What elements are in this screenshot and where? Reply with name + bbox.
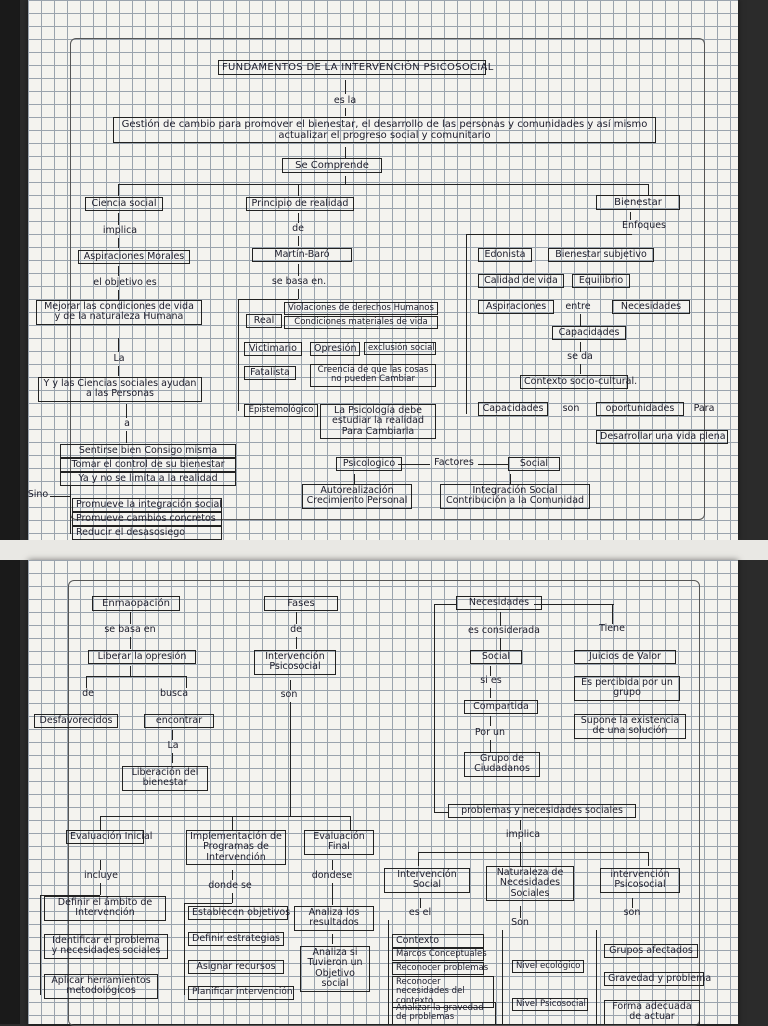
definir-ambito: Definir el ámbito de Intervención [44, 896, 166, 921]
label-entre: entre [565, 301, 591, 312]
scan-edge [0, 0, 20, 1024]
item-desasosiego: Reducir el desasosiego [72, 526, 222, 540]
label-son-2: son [280, 689, 298, 700]
implementacion-programas: Implementación de Programas de Intervención [186, 830, 286, 865]
principio-realidad: Principio de realidad [246, 197, 354, 211]
label-la-2: La [167, 740, 179, 751]
intervencion-psicosocial-2: intervención Psicosocial [600, 868, 680, 893]
definir-estrategias: Definir estrategias [188, 932, 284, 946]
oportunidades: oportunidades [596, 402, 684, 416]
list-marcos: Marcos Conceptuales [392, 948, 484, 961]
label-busca: busca [159, 688, 189, 699]
se-comprende: Se Comprende [282, 158, 382, 173]
label-para: Para [693, 403, 715, 414]
planificar-intervencion: Planificar intervención [188, 986, 294, 1000]
supone-solucion: Supone la existencia de una solución [574, 714, 686, 739]
necesidades: Necesidades [612, 300, 690, 314]
forma-adecuada: Forma adecuada de actuar [604, 1000, 700, 1025]
aspiraciones-morales: Aspiraciones Morales [78, 250, 190, 264]
list-contexto: Contexto [392, 934, 484, 948]
desfavorecidos: Desfavorecidos [34, 714, 118, 728]
label-donde-se: donde se [208, 880, 252, 891]
list-reconocer-problemas: Reconocer problemas [392, 962, 484, 975]
necesidades-2: Necesidades [456, 596, 542, 610]
label-son: son [562, 403, 580, 414]
martin-baro: Martín-Baró [252, 248, 352, 262]
label-a: a [124, 418, 130, 429]
item-cambios: Promueve cambios concretos [72, 512, 222, 526]
label-enfoques: Enfoques [621, 220, 667, 231]
asignar-recursos: Asignar recursos [188, 960, 284, 974]
nivel-psicosocial: Nivel Psicosocial [512, 998, 588, 1011]
capacidades-2: Capacidades [478, 402, 548, 416]
liberar-opresion: Liberar la opresión [88, 650, 196, 664]
label-factores: Factores [434, 457, 474, 468]
autorealizacion: Autorealización Crecimiento Personal [302, 484, 412, 509]
mejorar-condiciones: Mejorar las condiciones de vida y de la naturaleza Humana [36, 300, 202, 325]
problemas-necesidades: problemas y necesidades sociales [448, 804, 636, 818]
label-tiene: Tiene [599, 623, 625, 634]
intervencion-psicosocial: Intervención Psicosocial [254, 650, 336, 675]
label-se-basa-en: se basa en [104, 624, 156, 635]
evaluacion-inicial: Evaluación Inicial [66, 830, 144, 844]
label-es-el: es el [408, 907, 432, 918]
aplicar-herramientos: Aplicar herramientos metodológicos [44, 974, 158, 999]
item-sentirse: Sentirse bien Consigo misma [60, 444, 236, 458]
epistemologico: Epistemológico [244, 404, 318, 417]
ciencia-social: Ciencia social [85, 197, 163, 211]
label-implica-2: implica [505, 829, 541, 840]
frame-bottom [68, 580, 700, 1026]
juicios-valor: Juicios de Valor [574, 650, 676, 664]
gravedad-problema: Gravedad y problema [604, 972, 704, 986]
map-title: FUNDAMENTOS DE LA INTERVENCIÓN PSICOSOCIAL [218, 60, 486, 75]
label-dondese: dondese [311, 870, 353, 881]
label-de-2: de [82, 688, 94, 699]
grupos-afectados: Grupos afectados [604, 944, 698, 958]
label-de: de [292, 223, 304, 234]
label-es-la: es la [333, 95, 357, 106]
analiza-objetivo: Analiza si Tuvieron un Objetivo social [300, 946, 370, 992]
opresion: Opresión [310, 342, 360, 356]
capacidades: Capacidades [552, 326, 626, 340]
compartida: Compartida [464, 700, 538, 714]
creencia: Creencia de que las cosas no pueden Cambiar [310, 364, 436, 387]
establecen-objetivos: Establecen objetivos [188, 906, 288, 920]
intervencion-social: Intervención Social [384, 868, 470, 893]
real: Real [246, 314, 282, 328]
sheet-gap [0, 540, 768, 560]
definition-box: Gestión de cambio para promover el bienestar, el desarrollo de las personas y comunidades y así mismo actualizar el progreso social y comunitario [113, 117, 656, 143]
percibida-grupo: Es percibida por un grupo [574, 676, 680, 701]
enmaopacion: Enmaopación [92, 596, 180, 611]
bienestar-subjetivo: Bienestar subjetivo [548, 248, 654, 262]
label-por-un: Por un [474, 727, 506, 738]
grupo-ciudadanos: Grupo de Ciudadanos [464, 752, 540, 777]
real-item-violaciones: Violaciones de derechos Humanos [284, 302, 438, 315]
list-reconocer-necesidades: Reconocer necesidades del contexto [392, 976, 494, 1008]
ciencias-sociales: Y y las Ciencias sociales ayudan a las Personas [38, 377, 202, 402]
fases: Fases [264, 596, 338, 611]
label-considerada: es considerada [468, 625, 540, 636]
desarrollar-vida: Desarrollar una vida plena [596, 430, 728, 444]
naturaleza-necesidades: Naturaleza de Necesidades Sociales [486, 866, 574, 901]
psicologico: Psicologico [336, 457, 402, 471]
aspiraciones: Aspiraciones [478, 300, 554, 314]
label-implica: implica [102, 225, 138, 236]
psicologia-debe: La Psicología debe estudiar la realidad Para Cambiarla [320, 404, 436, 439]
item-limita: Ya y no se limita a la realidad [60, 472, 236, 486]
label-de-3: de [290, 624, 302, 635]
integracion-social: Integración Social Contribución a la Comunidad [440, 484, 590, 509]
label-la: La [113, 353, 125, 364]
edonista: Edonista [478, 248, 532, 262]
liberacion-bienestar: Liberación del bienestar [122, 766, 208, 791]
label-se-da: se da [567, 351, 593, 362]
calidad-vida: Calidad de vida [478, 274, 564, 288]
identificar-problema: Identificar el problema y necesidades sociales [44, 934, 168, 959]
equilibrio: Equilibrio [572, 274, 630, 288]
encontrar: encontrar [144, 714, 214, 728]
label-si-es: si es [480, 675, 502, 686]
label-objetivo: el objetivo es [93, 277, 157, 288]
label-basa: se basa en. [271, 276, 327, 287]
exclusion-social: exclusión social [364, 342, 436, 355]
fatalista: Fatalista [244, 366, 296, 380]
contexto-sociocultural: Contexto socio-cultural. [520, 375, 628, 389]
bienestar: Bienestar [596, 195, 680, 210]
analiza-resultados: Analiza los resultados [294, 906, 374, 931]
evaluacion-final: Evaluación Final [304, 830, 374, 855]
label-son-3: Son [511, 917, 529, 928]
item-tomar: Tomar el control de su bienestar [60, 458, 236, 472]
label-son-4: son [623, 907, 641, 918]
nivel-ecologico: Nivel ecológico [512, 960, 584, 973]
victimario: Victimario [244, 342, 302, 356]
list-analizar-gravedad: Analizar la gravedad de problemas [392, 1002, 496, 1025]
label-incluye: incluye [83, 870, 118, 881]
social: Social [508, 457, 560, 471]
item-integracion: Promueve la integración social [72, 498, 222, 512]
social-2: Social [470, 650, 522, 664]
label-sino: Sino [27, 489, 49, 500]
real-item-condiciones: Condiciones materiales de vida [284, 316, 438, 329]
